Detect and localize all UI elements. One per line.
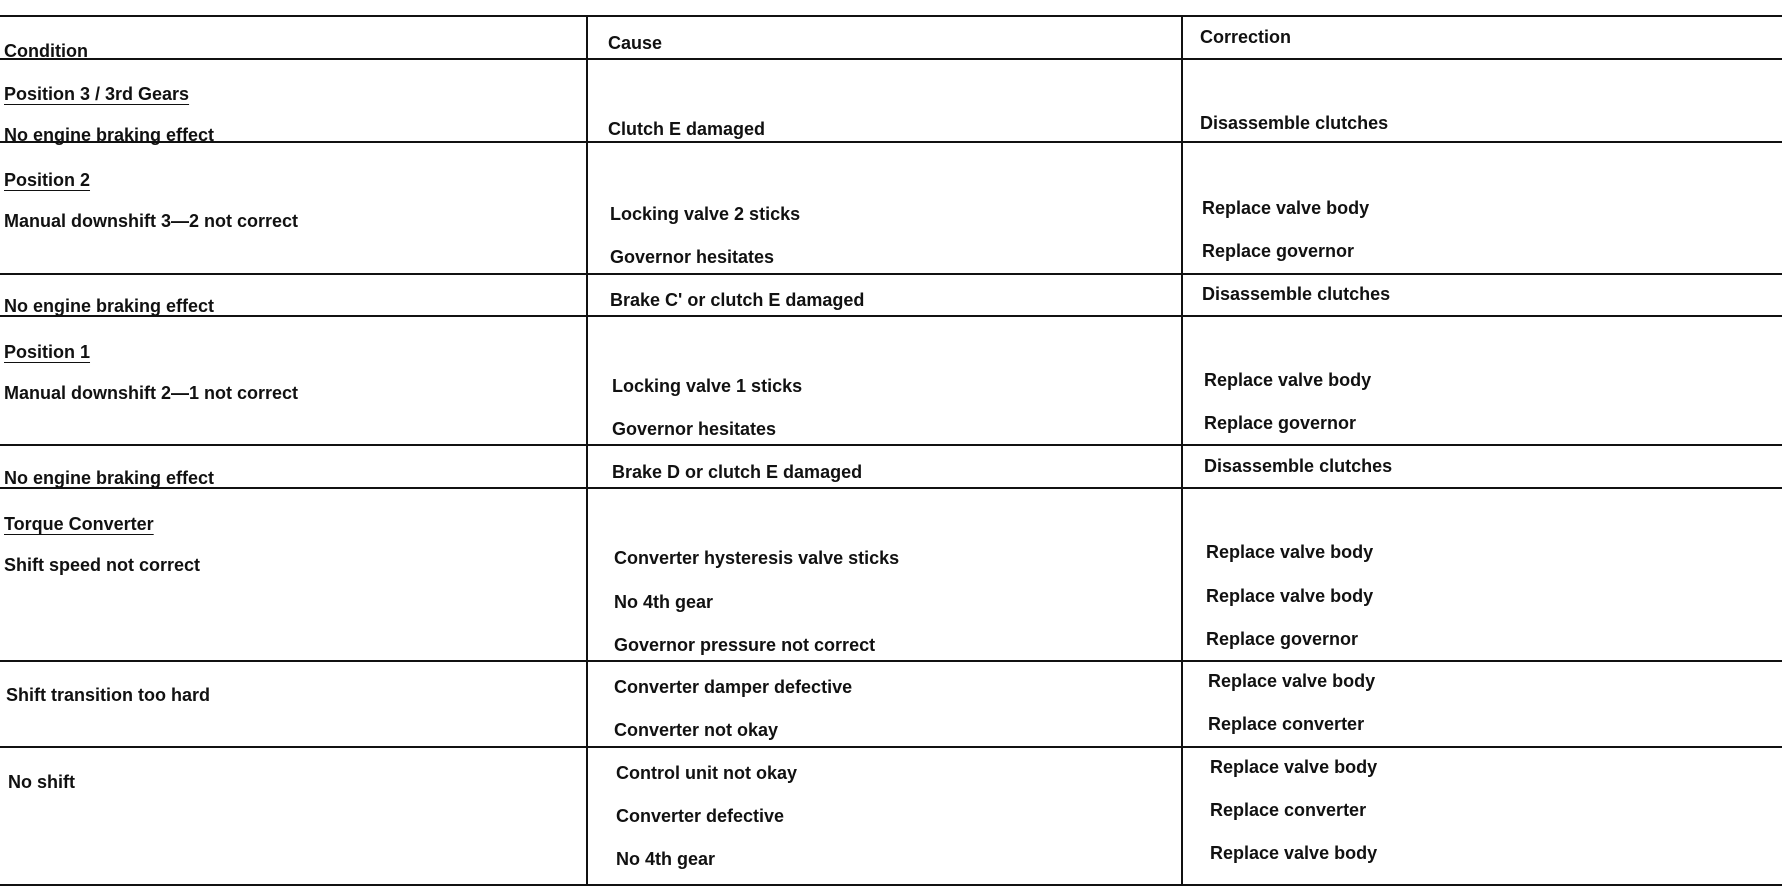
correction-cell: Disassemble clutches	[1202, 284, 1391, 304]
cause-cell: Locking valve 1 sticks	[612, 376, 803, 396]
row-rule	[0, 315, 1782, 317]
condition-cell: No engine braking effect	[4, 125, 215, 145]
condition-cell: Shift transition too hard	[6, 685, 210, 705]
correction-cell: Replace valve body	[1206, 542, 1374, 562]
column-divider	[1181, 15, 1183, 884]
row-rule	[0, 141, 1782, 143]
cause-cell: Governor hesitates	[610, 247, 775, 267]
bottom-rule	[0, 884, 1782, 886]
correction-cell: Replace governor	[1202, 241, 1355, 261]
header-condition: Condition	[4, 41, 88, 61]
cause-cell: Brake D or clutch E damaged	[612, 462, 863, 482]
row-rule	[0, 487, 1782, 489]
cause-cell: Converter not okay	[614, 720, 779, 740]
correction-cell: Replace valve body	[1210, 843, 1378, 863]
section-title: Torque Converter	[4, 514, 154, 534]
correction-cell: Disassemble clutches	[1204, 456, 1393, 476]
cause-cell: No 4th gear	[616, 849, 716, 869]
correction-cell: Replace converter	[1208, 714, 1365, 734]
cause-cell: Converter defective	[616, 806, 785, 826]
cause-cell: Control unit not okay	[616, 763, 797, 783]
correction-cell: Replace valve body	[1206, 586, 1374, 606]
condition-cell: No engine braking effect	[4, 468, 215, 488]
header-rule	[0, 58, 1782, 60]
cause-cell: Converter hysteresis valve sticks	[614, 548, 900, 568]
correction-cell: Disassemble clutches	[1200, 113, 1389, 133]
condition-cell: No engine braking effect	[4, 296, 215, 316]
column-divider	[586, 15, 588, 884]
cause-cell: Locking valve 2 sticks	[610, 204, 801, 224]
section-title: Position 2	[4, 170, 91, 190]
section-title: Position 3 / 3rd Gears	[4, 84, 190, 104]
condition-cell: Manual downshift 3—2 not correct	[4, 211, 299, 231]
row-rule	[0, 444, 1782, 446]
row-rule	[0, 273, 1782, 275]
cause-cell: Governor hesitates	[612, 419, 777, 439]
condition-cell: Manual downshift 2—1 not correct	[4, 383, 299, 403]
correction-cell: Replace valve body	[1204, 370, 1372, 390]
cause-cell: Governor pressure not correct	[614, 635, 876, 655]
cause-cell: No 4th gear	[614, 592, 714, 612]
condition-cell: No shift	[8, 772, 75, 792]
row-rule	[0, 660, 1782, 662]
cause-cell: Clutch E damaged	[608, 119, 766, 139]
cause-cell: Converter damper defective	[614, 677, 853, 697]
correction-cell: Replace valve body	[1210, 757, 1378, 777]
header-correction: Correction	[1200, 27, 1292, 47]
row-rule	[0, 746, 1782, 748]
correction-cell: Replace valve body	[1208, 671, 1376, 691]
cause-cell: Brake C' or clutch E damaged	[610, 290, 865, 310]
correction-cell: Replace converter	[1210, 800, 1367, 820]
header-cause: Cause	[608, 33, 663, 53]
top-rule	[0, 15, 1782, 17]
section-title: Position 1	[4, 342, 91, 362]
correction-cell: Replace governor	[1206, 629, 1359, 649]
correction-cell: Replace valve body	[1202, 198, 1370, 218]
condition-cell: Shift speed not correct	[4, 555, 201, 575]
correction-cell: Replace governor	[1204, 413, 1357, 433]
